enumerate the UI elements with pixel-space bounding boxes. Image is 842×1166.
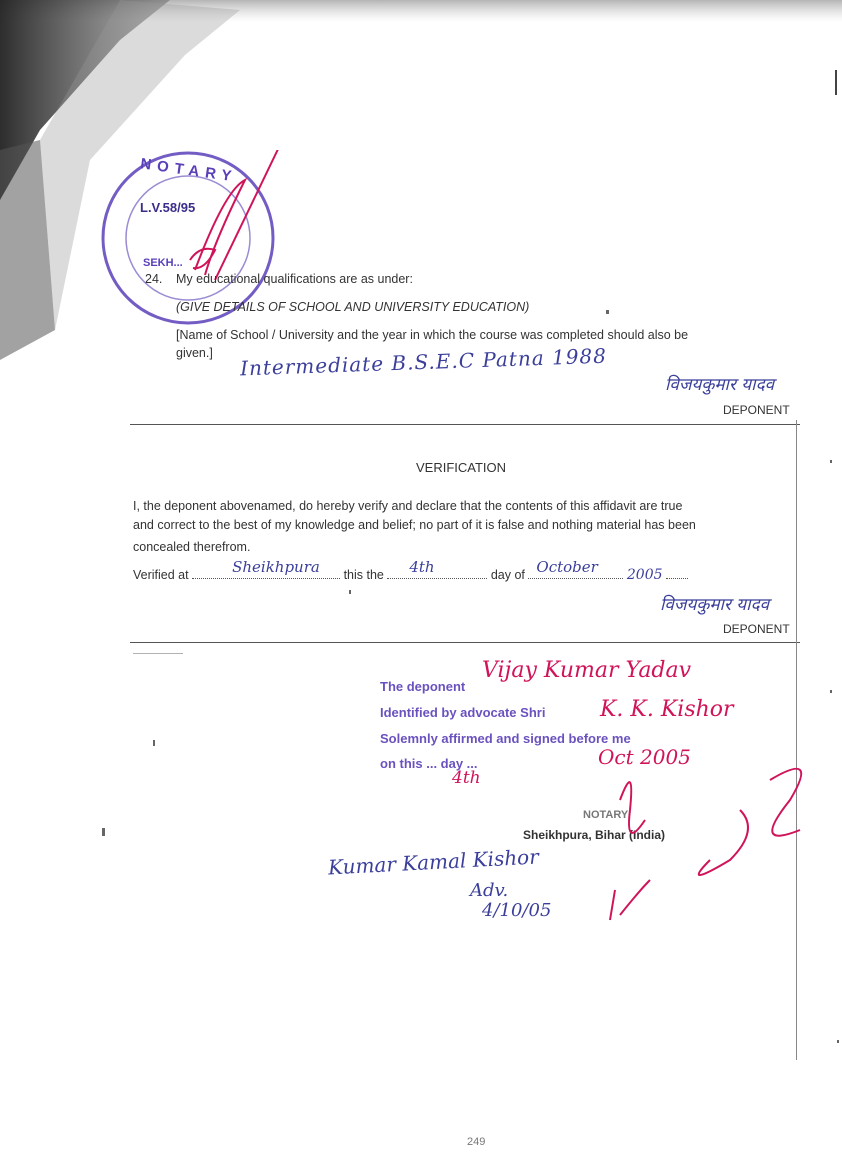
stamp-address: Sheikhpura, Bihar (India)	[523, 828, 666, 842]
stamp-deponent-name: Vijay Kumar Yadav	[482, 658, 692, 683]
deponent-label-1: DEPONENT	[723, 403, 790, 417]
notary-seal-title: NOTARY	[139, 155, 239, 186]
qualification-number: 24.	[145, 272, 163, 286]
deponent-signature-2: विजयकुमार यादव	[660, 595, 770, 615]
stamp-line2: Identified by advocate Shri	[380, 705, 546, 720]
stamp-month-year: Oct 2005	[598, 745, 691, 769]
year-value: 2005	[626, 567, 663, 583]
advocate-note-line3: 4/10/05	[482, 900, 552, 921]
verification-line1: I, the deponent abovenamed, do hereby verify and declare that the contents of this affidavit are true	[133, 499, 683, 513]
qualification-handwritten: Intermediate B.S.E.C Patna 1988	[239, 343, 608, 381]
month-value: October	[536, 558, 598, 576]
qualification-line4: given.]	[176, 346, 213, 360]
stamp-day-handwritten: 4th	[452, 768, 481, 788]
day-value: 4th	[409, 558, 435, 576]
verification-heading: VERIFICATION	[416, 460, 507, 475]
stamp-notary-label: NOTARY	[583, 809, 629, 821]
advocate-note-line1: Kumar Kamal Kishor	[327, 844, 540, 880]
deponent-signature-1: विजयकुमार यादव	[665, 375, 775, 395]
day-of-label: day of	[490, 568, 525, 582]
place-value: Sheikhpura	[232, 558, 320, 576]
verification-line2: and correct to the best of my knowledge and belief; no part of it is false and nothing material has been	[133, 518, 696, 532]
stamp-line3: Solemnly affirmed and signed before me	[380, 731, 631, 746]
stamp-advocate-name: K. K. Kishor	[600, 697, 734, 722]
notary-seal-registration: L.V.58/95	[140, 200, 196, 215]
advocate-note-line2: Adv.	[470, 880, 509, 901]
stamp-line4: on this ... day ...	[380, 756, 478, 771]
verified-at-label: Verified at	[133, 568, 189, 582]
qualification-line1: My educational qualifications are as under:	[176, 272, 413, 286]
verification-line3: concealed therefrom.	[133, 540, 251, 554]
qualification-line3: [Name of School / University and the year in which the course was completed should also be	[176, 328, 689, 342]
deponent-label-2: DEPONENT	[723, 622, 790, 636]
qualification-line2: (GIVE DETAILS OF SCHOOL AND UNIVERSITY EDUCATION)	[176, 300, 530, 314]
stamp-line1: The deponent	[380, 679, 466, 694]
page-number: 249	[467, 1136, 486, 1148]
notary-seal-place: SEKH...	[143, 257, 183, 269]
this-the-label: this the	[343, 568, 384, 582]
